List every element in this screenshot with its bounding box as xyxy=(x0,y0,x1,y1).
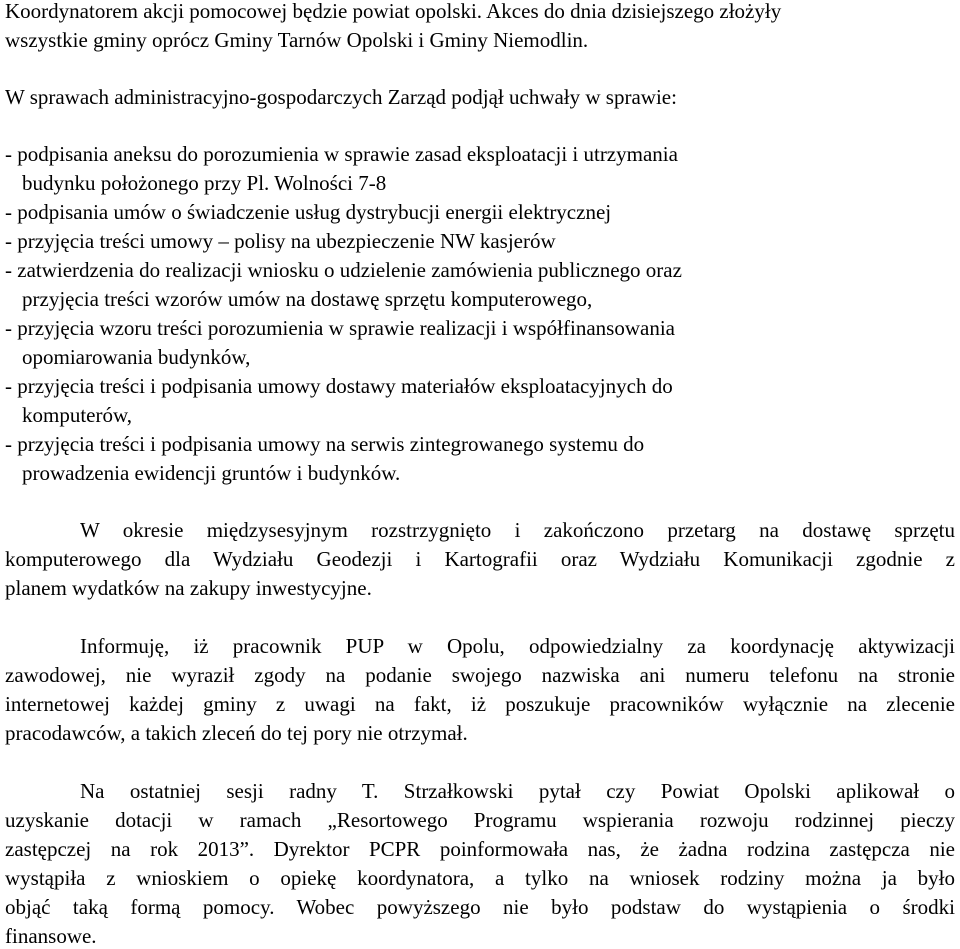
para1-line-1: W okresie międzysesyjnym rozstrzygnięto i zakończono przetarg na dostawę sprzętu xyxy=(80,518,955,542)
para2-line-4: pracodawców, a takich zleceń do tej pory nie otrzymał. xyxy=(5,721,468,745)
list-item-7-line-2: prowadzenia ewidencji gruntów i budynków. xyxy=(22,461,401,485)
para1-line-2: komputerowego dla Wydziału Geodezji i Kartografii oraz Wydziału Komunikacji zgodnie z xyxy=(5,547,955,571)
para3-line-5: objąć taką formą pomocy. Wobec powyższego nie było podstaw do wystąpienia o środki xyxy=(5,895,955,919)
para3-line-4: wystąpiła z wnioskiem o opiekę koordynatora, a tylko na wniosek rodziny można ja było xyxy=(5,866,955,890)
list-item-5-line-1: - przyjęcia wzoru treści porozumienia w sprawie realizacji i współfinansowania xyxy=(5,316,675,340)
section-heading: W sprawach administracyjno-gospodarczych Zarząd podjął uchwały w sprawie: xyxy=(5,85,677,109)
intro-line-1: Koordynatorem akcji pomocowej będzie powiat opolski. Akces do dnia dzisiejszego złożyły xyxy=(5,0,782,23)
para1-line-3: planem wydatków na zakupy inwestycyjne. xyxy=(5,576,372,600)
list-item-5-line-2: opomiarowania budynków, xyxy=(22,345,251,369)
intro-line-2: wszystkie gminy oprócz Gminy Tarnów Opolski i Gminy Niemodlin. xyxy=(5,28,589,52)
list-item-3: - przyjęcia treści umowy – polisy na ubezpieczenie NW kasjerów xyxy=(5,229,556,253)
para3-line-6: finansowe. xyxy=(5,924,97,948)
para3-line-3: zastępczej na rok 2013”. Dyrektor PCPR poinformowała nas, że żadna rodzina zastępcza nie xyxy=(5,837,955,861)
para2-line-3: internetowej każdej gminy z uwagi na fakt, iż poszukuje pracowników wyłącznie na zlecenie xyxy=(5,692,955,716)
list-item-4-line-1: - zatwierdzenia do realizacji wniosku o udzielenie zamówienia publicznego oraz xyxy=(5,258,682,282)
list-item-2: - podpisania umów o świadczenie usług dystrybucji energii elektrycznej xyxy=(5,200,612,224)
list-item-7-line-1: - przyjęcia treści i podpisania umowy na serwis zintegrowanego systemu do xyxy=(5,432,645,456)
list-item-1-line-2: budynku położonego przy Pl. Wolności 7-8 xyxy=(22,171,387,195)
para2-line-2: zawodowej, nie wyraził zgody na podanie swojego nazwiska ani numeru telefonu na stronie xyxy=(5,663,955,687)
para3-line-2: uzyskanie dotacji w ramach „Resortowego Programu wspierania rozwoju rodzinnej pieczy xyxy=(5,808,955,832)
list-item-6-line-1: - przyjęcia treści i podpisania umowy dostawy materiałów eksploatacyjnych do xyxy=(5,374,673,398)
list-item-6-line-2: komputerów, xyxy=(22,403,133,427)
para3-line-1: Na ostatniej sesji radny T. Strzałkowski pytał czy Powiat Opolski aplikował o xyxy=(80,779,955,803)
para2-line-1: Informuję, iż pracownik PUP w Opolu, odpowiedzialny za koordynację aktywizacji xyxy=(80,634,955,658)
list-item-4-line-2: przyjęcia treści wzorów umów na dostawę sprzętu komputerowego, xyxy=(22,287,593,311)
list-item-1-line-1: - podpisania aneksu do porozumienia w sprawie zasad eksploatacji i utrzymania xyxy=(5,142,678,166)
